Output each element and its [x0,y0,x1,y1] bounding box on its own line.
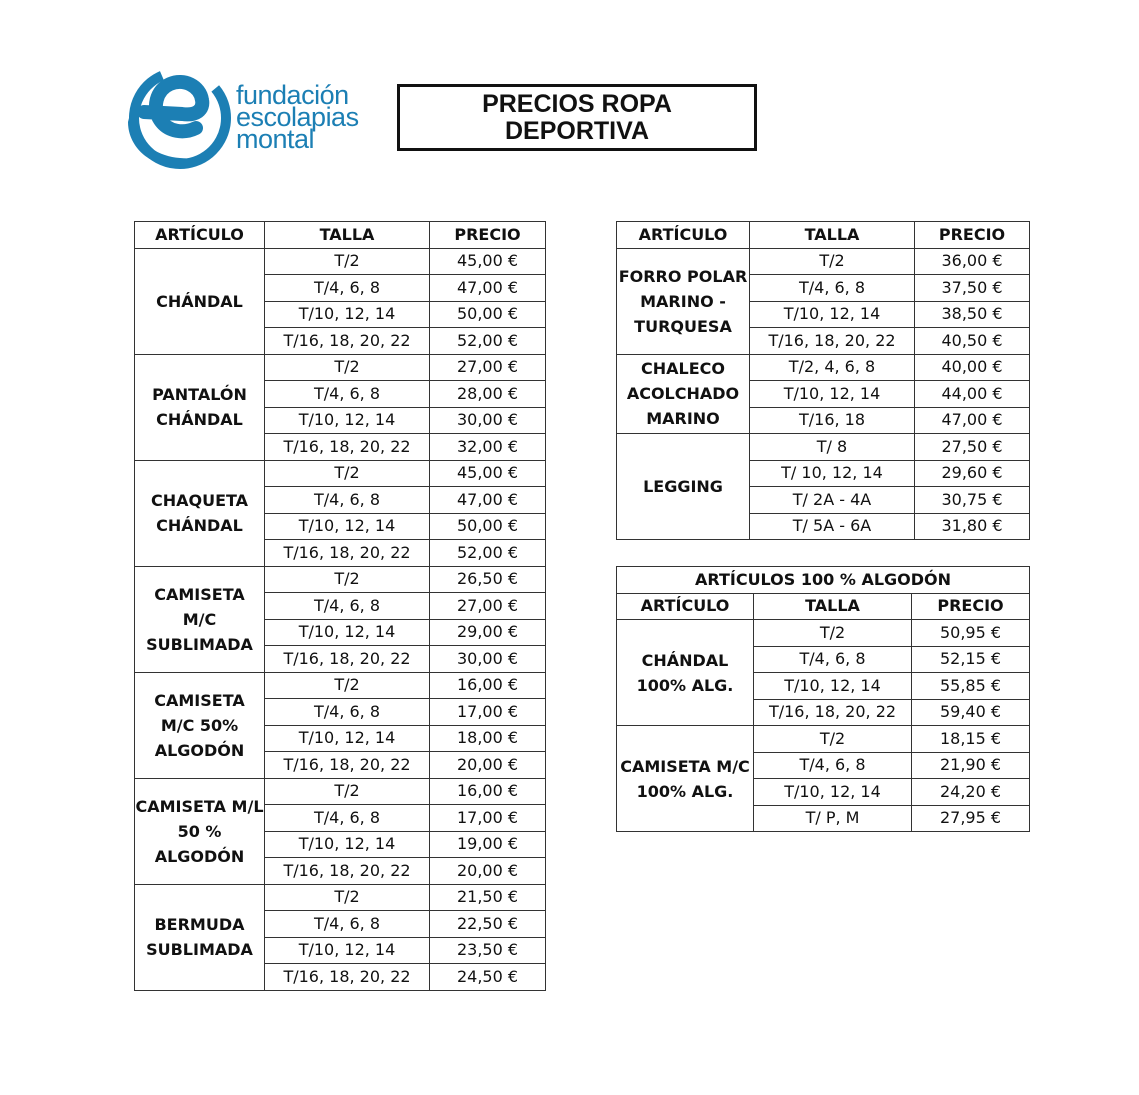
size-cell: T/16, 18, 20, 22 [754,699,912,726]
size-cell: T/4, 6, 8 [265,275,430,302]
article-name: CAMISETA M/C SUBLIMADA [135,566,265,672]
size-cell: T/16, 18, 20, 22 [265,328,430,355]
logo-text [236,80,359,154]
size-cell: T/16, 18, 20, 22 [265,964,430,991]
table-row [617,620,1030,647]
price-cell: 31,80 € [915,513,1030,540]
size-cell: T/10, 12, 14 [265,937,430,964]
size-cell: T/4, 6, 8 [265,381,430,408]
table-row [617,434,1030,461]
size-cell: T/10, 12, 14 [754,779,912,806]
size-cell: T/10, 12, 14 [265,513,430,540]
size-cell: T/2 [265,778,430,805]
price-cell: 50,00 € [430,513,546,540]
price-cell: 24,20 € [912,779,1030,806]
article-name: BERMUDA SUBLIMADA [135,884,265,990]
table-header-row [617,593,1030,620]
logo-line-1: fundación [236,80,349,110]
size-cell: T/ 10, 12, 14 [750,460,915,487]
table-row [617,354,1030,381]
size-cell: T/ P, M [754,805,912,832]
price-cell: 29,00 € [430,619,546,646]
price-cell: 45,00 € [430,460,546,487]
price-cell: 47,00 € [430,487,546,514]
size-cell: T/2 [265,354,430,381]
logo-line-2: escolapias [236,102,359,132]
price-cell: 32,00 € [430,434,546,461]
price-cell: 18,00 € [430,725,546,752]
size-cell: T/4, 6, 8 [754,752,912,779]
price-cell: 16,00 € [430,672,546,699]
size-cell: T/10, 12, 14 [265,301,430,328]
size-cell: T/4, 6, 8 [265,805,430,832]
header-talla: TALLA [750,222,915,249]
title-line-1: PRECIOS ROPA [482,89,672,118]
price-cell: 20,00 € [430,752,546,779]
price-cell: 37,50 € [915,275,1030,302]
article-name: CHÁNDAL 100% ALG. [617,620,754,726]
article-name: CHALECO ACOLCHADO MARINO [617,354,750,434]
title-line-2: DEPORTIVA [505,116,649,145]
cotton-title: ARTÍCULOS 100 % ALGODÓN [617,567,1030,594]
size-cell: T/2 [754,726,912,753]
size-cell: T/10, 12, 14 [265,407,430,434]
size-cell: T/4, 6, 8 [265,487,430,514]
price-cell: 27,50 € [915,434,1030,461]
price-cell: 30,00 € [430,646,546,673]
size-cell: T/16, 18, 20, 22 [265,646,430,673]
size-cell: T/16, 18, 20, 22 [265,858,430,885]
size-cell: T/ 2A - 4A [750,487,915,514]
article-name: CAMISETA M/C 100% ALG. [617,726,754,832]
size-cell: T/2 [265,672,430,699]
size-cell: T/2 [265,248,430,275]
price-cell: 17,00 € [430,699,546,726]
price-cell: 26,50 € [430,566,546,593]
price-cell: 27,00 € [430,593,546,620]
page-title [397,84,757,151]
article-name: LEGGING [617,434,750,540]
table-row [135,884,546,911]
price-cell: 16,00 € [430,778,546,805]
size-cell: T/2 [265,566,430,593]
cotton-title-row [617,567,1030,594]
price-cell: 52,00 € [430,328,546,355]
table-row [135,778,546,805]
price-cell: 50,00 € [430,301,546,328]
size-cell: T/4, 6, 8 [265,699,430,726]
header-articulo: ARTÍCULO [135,222,265,249]
header-articulo: ARTÍCULO [617,593,754,620]
price-cell: 18,15 € [912,726,1030,753]
price-cell: 47,00 € [915,407,1030,434]
header-talla: TALLA [754,593,912,620]
size-cell: T/2 [754,620,912,647]
price-cell: 44,00 € [915,381,1030,408]
size-cell: T/2 [265,884,430,911]
price-cell: 52,15 € [912,646,1030,673]
size-cell: T/10, 12, 14 [265,725,430,752]
article-name: CHÁNDAL [135,248,265,354]
price-cell: 50,95 € [912,620,1030,647]
price-cell: 47,00 € [430,275,546,302]
price-cell: 21,50 € [430,884,546,911]
logo [124,62,374,172]
logo-e-icon [124,62,234,172]
table-row [135,672,546,699]
price-cell: 23,50 € [430,937,546,964]
table-header-row [135,222,546,249]
price-cell: 59,40 € [912,699,1030,726]
price-cell: 30,75 € [915,487,1030,514]
price-cell: 27,00 € [430,354,546,381]
size-cell: T/4, 6, 8 [265,911,430,938]
price-cell: 19,00 € [430,831,546,858]
size-cell: T/16, 18, 20, 22 [265,540,430,567]
size-cell: T/10, 12, 14 [265,831,430,858]
article-name: CHAQUETA CHÁNDAL [135,460,265,566]
size-cell: T/16, 18, 20, 22 [265,434,430,461]
size-cell: T/4, 6, 8 [750,275,915,302]
price-table-right [616,221,1030,540]
price-cell: 21,90 € [912,752,1030,779]
size-cell: T/ 8 [750,434,915,461]
cotton-table [616,566,1030,832]
size-cell: T/10, 12, 14 [750,301,915,328]
price-cell: 24,50 € [430,964,546,991]
table-row [617,248,1030,275]
price-cell: 28,00 € [430,381,546,408]
size-cell: T/2 [265,460,430,487]
price-cell: 38,50 € [915,301,1030,328]
article-name: CAMISETA M/C 50% ALGODÓN [135,672,265,778]
price-cell: 55,85 € [912,673,1030,700]
size-cell: T/4, 6, 8 [754,646,912,673]
size-cell: T/ 5A - 6A [750,513,915,540]
article-name: PANTALÓN CHÁNDAL [135,354,265,460]
article-name: CAMISETA M/L 50 % ALGODÓN [135,778,265,884]
header-precio: PRECIO [430,222,546,249]
size-cell: T/16, 18, 20, 22 [750,328,915,355]
header-precio: PRECIO [915,222,1030,249]
size-cell: T/16, 18 [750,407,915,434]
size-cell: T/16, 18, 20, 22 [265,752,430,779]
size-cell: T/4, 6, 8 [265,593,430,620]
price-cell: 22,50 € [430,911,546,938]
price-cell: 40,50 € [915,328,1030,355]
price-cell: 27,95 € [912,805,1030,832]
article-name: FORRO POLAR MARINO - TURQUESA [617,248,750,354]
price-cell: 17,00 € [430,805,546,832]
price-cell: 29,60 € [915,460,1030,487]
table-row [135,354,546,381]
table-row [135,248,546,275]
size-cell: T/10, 12, 14 [265,619,430,646]
logo-line-3: montal [236,124,315,154]
size-cell: T/2, 4, 6, 8 [750,354,915,381]
price-cell: 30,00 € [430,407,546,434]
header-articulo: ARTÍCULO [617,222,750,249]
size-cell: T/10, 12, 14 [754,673,912,700]
header-precio: PRECIO [912,593,1030,620]
price-cell: 36,00 € [915,248,1030,275]
table-row [135,460,546,487]
price-table-left [134,221,546,991]
table-header-row [617,222,1030,249]
price-cell: 52,00 € [430,540,546,567]
size-cell: T/10, 12, 14 [750,381,915,408]
table-row [135,566,546,593]
price-cell: 40,00 € [915,354,1030,381]
price-cell: 20,00 € [430,858,546,885]
size-cell: T/2 [750,248,915,275]
table-row [617,726,1030,753]
price-cell: 45,00 € [430,248,546,275]
header-talla: TALLA [265,222,430,249]
